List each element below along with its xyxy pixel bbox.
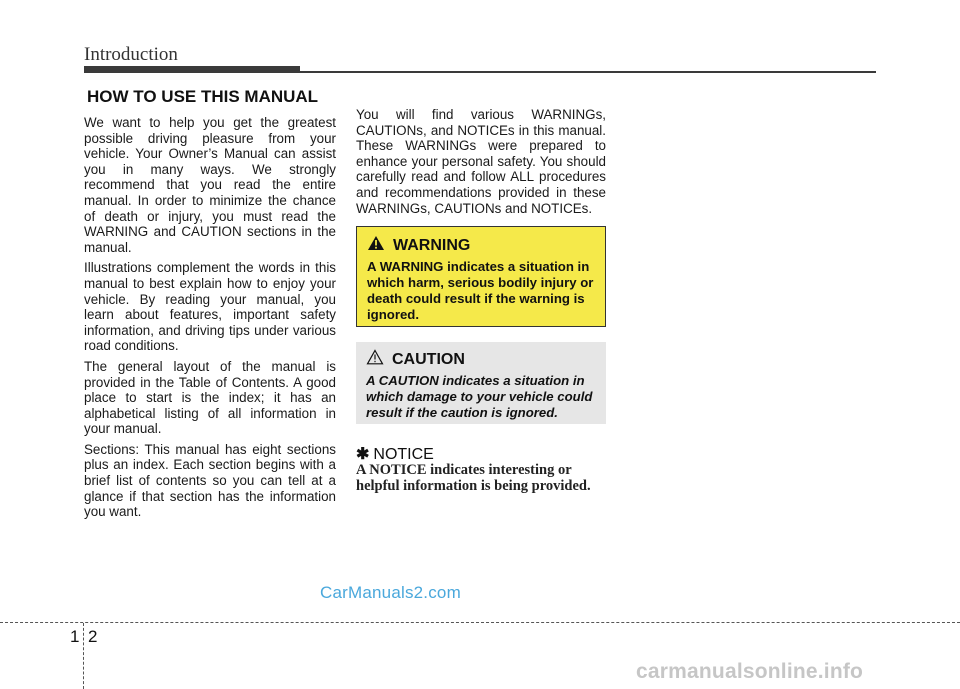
section-heading: HOW TO USE THIS MANUAL (87, 87, 319, 106)
watermark-carmanualsonline: carmanualsonline.info (636, 660, 864, 683)
notice-text: A NOTICE indicates interesting or helpful information is being provided. (356, 462, 591, 494)
page-number: 2 (88, 627, 98, 646)
caution-title: CAUTION (392, 350, 465, 368)
footer-divider (0, 622, 960, 623)
caution-box (356, 342, 606, 424)
watermark-carmanuals2: CarManuals2.com (320, 583, 461, 602)
caution-triangle-icon (366, 349, 384, 370)
warning-title: WARNING (393, 236, 471, 254)
paragraph: Illustrations complement the words in this manual to best explain how to enjoy your vehicle. By reading your manual, you learn about features, important safety information, and driving tips under various road conditions. (84, 260, 336, 354)
caution-text: A CAUTION indicates a situation in which damage to your vehicle could result if the caution is ignored. (366, 373, 593, 420)
warning-header (367, 235, 597, 256)
page-header-title: Introduction (84, 44, 178, 65)
footer-vertical-divider (83, 623, 84, 689)
intro-paragraph: You will find various WARNINGs, CAUTIONs, and NOTICEs in this manual. These WARNINGs were prepared to enhance your personal safety. You should carefully read and follow ALL procedures and recommendations provided in these WARNINGs, CAUTIONs and NOTICEs. (356, 107, 606, 216)
paragraph: The general layout of the manual is provided in the Table of Contents. A good place to start is the index; it has an alphabetical listing of all information in your manual. (84, 358, 336, 437)
notice-heading (356, 444, 434, 464)
paragraph: Sections: This manual has eight sections plus an index. Each section begins with a brief list of contents so you can tell at a glance if that section has the information you want. (84, 441, 336, 520)
header-rule (84, 71, 876, 73)
warning-box (356, 226, 606, 327)
chapter-number: 1 (70, 627, 80, 646)
warning-text: A WARNING indicates a situation in which harm, serious bodily injury or death could result if the warning is ignored. (367, 259, 594, 322)
paragraph: We want to help you get the greatest possible driving pleasure from your vehicle. Your Owner’s Manual can assist you in many ways. We strongly recommend that you read the entire manual. In order to minimize the chance of death or injury, you must read the WARNING and CAUTION sections in the manual. (84, 115, 336, 255)
notice-title: NOTICE (373, 446, 434, 463)
right-column (356, 107, 606, 221)
caution-header (366, 349, 598, 370)
warning-triangle-icon (367, 235, 385, 256)
left-column (84, 115, 336, 525)
notice-star-icon: ✱ (356, 446, 370, 463)
